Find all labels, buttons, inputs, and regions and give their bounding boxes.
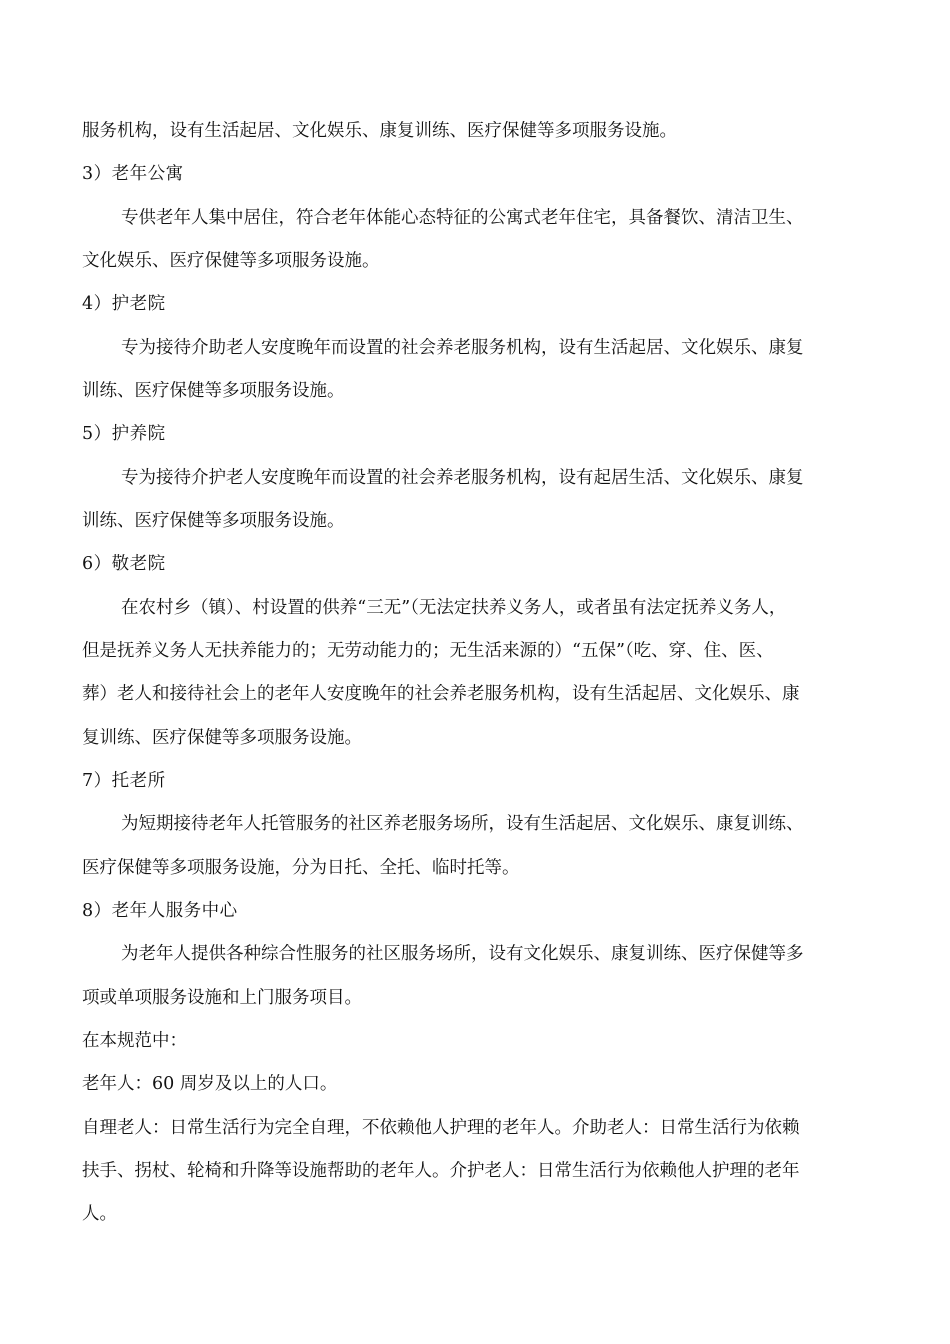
section-heading-care-home: 4）护老院 <box>82 294 166 314</box>
section-heading-apartment: 3）老年公寓 <box>82 164 184 184</box>
paragraph-line: 扶手、拐杖、轮椅和升降等设施帮助的老年人。介护老人：日常生活行为依赖他人护理的老年 <box>82 1161 800 1181</box>
paragraph-line: 为老年人提供各种综合性服务的社区服务场所，设有文化娱乐、康复训练、医疗保健等多 <box>121 944 804 964</box>
paragraph-line: 复训练、医疗保健等多项服务设施。 <box>82 728 362 748</box>
paragraph-line: 训练、医疗保健等多项服务设施。 <box>82 511 345 531</box>
section-heading-nursing-home: 5）护养院 <box>82 424 166 444</box>
paragraph-line: 专为接待介护老人安度晚年而设置的社会养老服务机构，设有起居生活、文化娱乐、康复 <box>121 468 804 488</box>
paragraph-line: 在农村乡（镇）、村设置的供养“三无”（无法定扶养义务人，或者虽有法定抚养义务人， <box>121 598 787 618</box>
paragraph-line: 葬）老人和接待社会上的老年人安度晚年的社会养老服务机构，设有生活起居、文化娱乐、康 <box>82 684 800 704</box>
paragraph-line: 人。 <box>82 1204 117 1224</box>
paragraph-line: 医疗保健等多项服务设施，分为日托、全托、临时托等。 <box>82 858 520 878</box>
paragraph-line: 老年人：60 周岁及以上的人口。 <box>82 1074 338 1094</box>
paragraph-line: 训练、医疗保健等多项服务设施。 <box>82 381 345 401</box>
paragraph-line: 为短期接待老年人托管服务的社区养老服务场所，设有生活起居、文化娱乐、康复训练、 <box>121 814 804 834</box>
section-heading-service-center: 8）老年人服务中心 <box>82 901 238 921</box>
paragraph-line: 专为接待介助老人安度晚年而设置的社会养老服务机构，设有生活起居、文化娱乐、康复 <box>121 338 804 358</box>
paragraph-line: 但是抚养义务人无扶养能力的；无劳动能力的；无生活来源的）“五保”（吃、穿、住、医、 <box>82 641 774 661</box>
section-heading-day-care: 7）托老所 <box>82 771 166 791</box>
section-heading-elder-home: 6）敬老院 <box>82 554 166 574</box>
paragraph-line: 文化娱乐、医疗保健等多项服务设施。 <box>82 251 380 271</box>
paragraph-line: 自理老人：日常生活行为完全自理，不依赖他人护理的老年人。介助老人：日常生活行为依赖 <box>82 1118 800 1138</box>
paragraph-line: 服务机构，设有生活起居、文化娱乐、康复训练、医疗保健等多项服务设施。 <box>82 121 677 141</box>
paragraph-line: 项或单项服务设施和上门服务项目。 <box>82 988 362 1008</box>
paragraph-line: 在本规范中： <box>82 1031 187 1051</box>
paragraph-line: 专供老年人集中居住，符合老年体能心态特征的公寓式老年住宅，具备餐饮、清洁卫生、 <box>121 208 804 228</box>
